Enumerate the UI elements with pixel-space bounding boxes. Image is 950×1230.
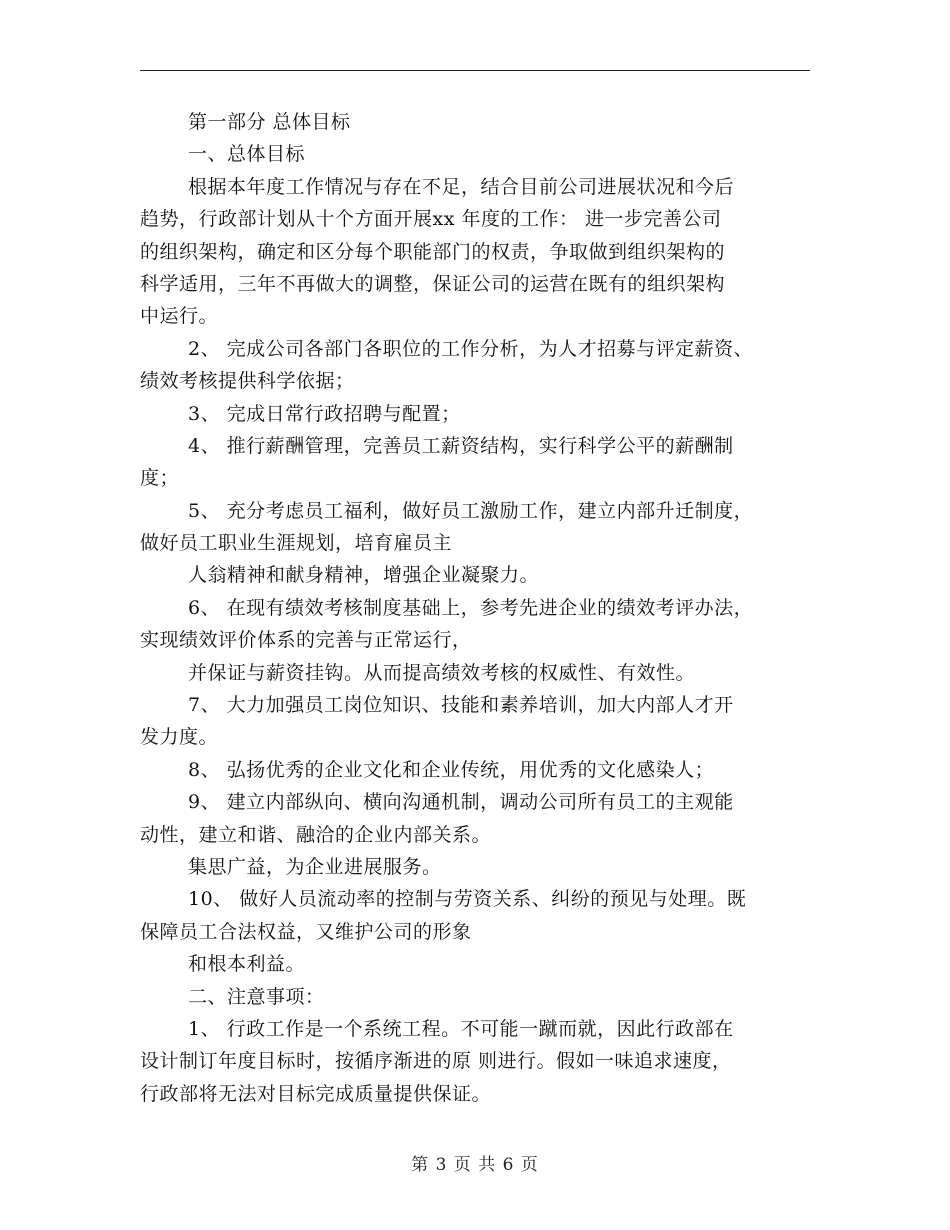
text-line: 的组织架构，确定和区分每个职能部门的权责，争取做到组织架构的 [140, 240, 726, 263]
text-line: 保障员工合法权益，又维护公司的形象 [140, 920, 472, 943]
text-line: 10、 做好人员流动率的控制与劳资关系、纠纷的预见与处理。既 [188, 888, 747, 911]
document-body [140, 106, 810, 1110]
text-line: 9、 建立内部纵向、横向沟通机制，调动公司所有员工的主观能 [188, 791, 734, 814]
text-line: 7、 大力加强员工岗位知识、技能和素养培训，加大内部人才开 [188, 694, 734, 717]
text-line: 6、 在现有绩效考核制度基础上，参考先进企业的绩效考评办法， [188, 596, 754, 619]
text-line: 3、 完成日常行政招聘与配置； [188, 402, 461, 425]
text-line: 发力度。 [140, 726, 219, 749]
text-line: 和根本利益。 [188, 953, 306, 976]
header-rule [140, 70, 810, 71]
text-line: 二、注意事项： [188, 985, 325, 1008]
text-line: 第一部分 总体目标 [188, 111, 351, 133]
text-line: 度； [140, 467, 180, 490]
text-line: 一、总体目标 [188, 143, 306, 166]
text-line: 设计制订年度目标时，按循序渐进的原 则进行。假如一味追求速度， [140, 1050, 732, 1073]
text-line: 实现绩效评价体系的完善与正常运行， [140, 629, 472, 652]
text-line: 8、 弘扬优秀的企业文化和企业传统，用优秀的文化感染人； [188, 758, 715, 781]
text-line: 趋势，行政部计划从十个方面开展xx 年度的工作： 进一步完善公司 [140, 208, 722, 231]
text-line: 4、 推行薪酬管理，完善员工薪资结构，实行科学公平的薪酬制 [188, 434, 734, 457]
text-line: 人翁精神和献身精神，增强企业凝聚力。 [188, 564, 540, 587]
text-line: 5、 充分考虑员工福利，做好员工激励工作，建立内部升迁制度， [188, 499, 754, 522]
page-footer: 第 3 页 共 6 页 [411, 1155, 539, 1175]
text-line: 集思广益，为企业进展服务。 [188, 855, 442, 878]
text-line: 1、 行政工作是一个系统工程。不可能一蹴而就，因此行政部在 [188, 1017, 734, 1040]
text-line: 做好员工职业生涯规划，培育雇员主 [140, 532, 453, 555]
text-line: 科学适用，三年不再做大的调整，保证公司的运营在既有的组织架构 [140, 272, 726, 295]
text-line: 行政部将无法对目标完成质量提供保证。 [140, 1082, 492, 1105]
text-line: 根据本年度工作情况与存在不足，结合目前公司进展状况和今后 [188, 175, 735, 198]
text-line: 动性，建立和谐、融洽的企业内部关系。 [140, 823, 492, 846]
text-line: 并保证与薪资挂钩。从而提高绩效考核的权威性、有效性。 [188, 661, 696, 684]
text-line: 2、 完成公司各部门各职位的工作分析，为人才招募与评定薪资、 [188, 337, 754, 360]
text-line: 中运行。 [140, 305, 219, 328]
text-line: 绩效考核提供科学依据； [140, 370, 355, 393]
